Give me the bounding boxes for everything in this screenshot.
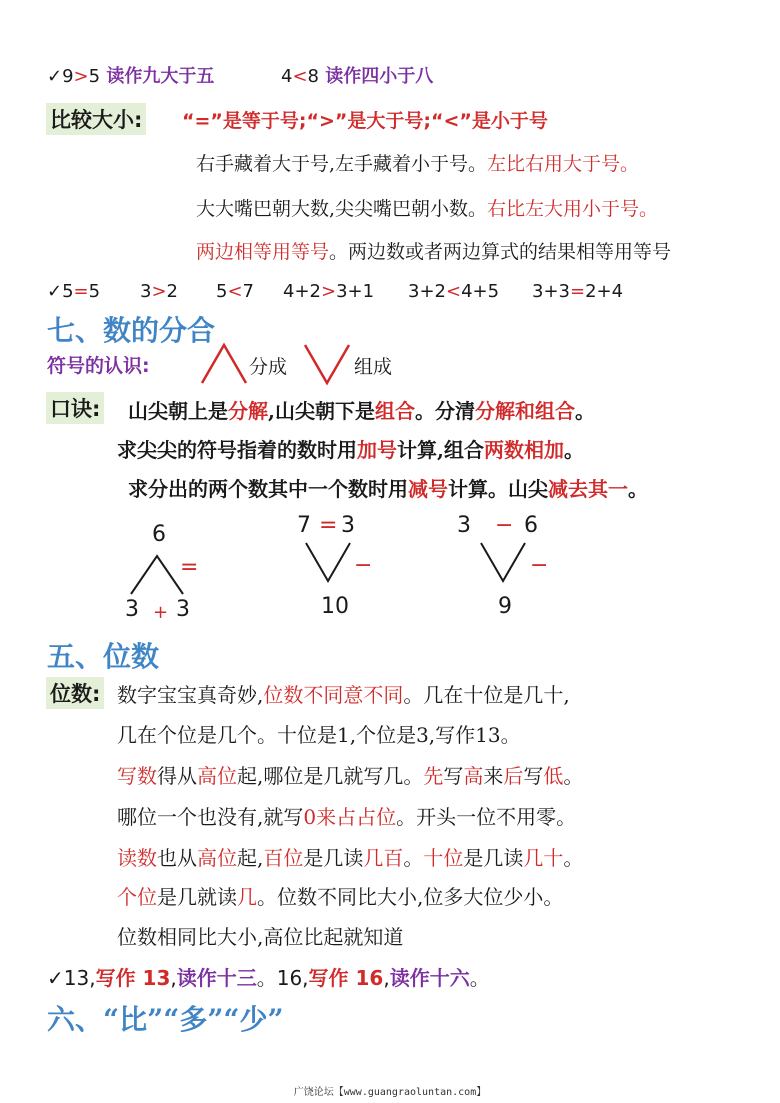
- section-5-heading: 五、位数: [47, 640, 160, 673]
- diagram1-side-op: =: [180, 555, 199, 580]
- rhyme-line-2: 求尖尖的符号指着的数时用加号计算,组合两数相加。: [117, 438, 584, 462]
- diagram1-bottom-op: +: [153, 602, 169, 623]
- digits-line-6: 个位是几就读几。位数不同比大小,位多大位少小。: [117, 885, 564, 909]
- digits-line-2: 几在个位是几个。十位是1,个位是3,写作13。: [117, 723, 521, 747]
- diagram3-right: 6: [524, 513, 538, 538]
- diagram1-left: 3: [125, 597, 139, 622]
- diagram3-mid-op: −: [495, 513, 514, 538]
- compare-example-2: 3>2: [140, 281, 178, 302]
- diagram3-bottom: 9: [498, 594, 512, 619]
- compare-example-3: 5<7: [216, 281, 254, 302]
- diagram2-mid-op: =: [319, 513, 338, 538]
- digits-label: 位数:: [46, 677, 104, 709]
- diagram2-bottom: 10: [321, 594, 349, 619]
- split-label: 分成: [249, 356, 288, 378]
- digits-example: ✓13,写作 13,读作十三。16,写作 16,读作十六。: [47, 966, 490, 990]
- section-6-heading: 六、“比”“多”“少”: [47, 1003, 284, 1036]
- digits-line-5: 读数也从高位起,百位是几读几百。十位是几读几十。: [117, 846, 584, 870]
- compare-label: 比较大小:: [46, 103, 146, 135]
- diagram2-side-op: −: [354, 553, 373, 578]
- compare-rule-3: 两边相等用等号。两边数或者两边算式的结果相等用等号: [196, 241, 672, 263]
- diagram1-split-lines: [128, 554, 186, 596]
- compare-example-5: 3+2<4+5: [408, 281, 500, 302]
- digits-line-3: 写数得从高位起,哪位是几就写几。先写高来后写低。: [117, 764, 584, 788]
- compare-rule-2: 大大嘴巴朝大数,尖尖嘴巴朝小数。右比左大用小于号。: [196, 198, 659, 220]
- compare-example-4: 4+2>3+1: [283, 281, 375, 302]
- diagram3-side-op: −: [530, 553, 549, 578]
- combine-label: 组成: [354, 356, 393, 378]
- digits-line-4: 哪位一个也没有,就写0来占占位。开头一位不用零。: [117, 805, 577, 829]
- diagram3-left: 3: [457, 513, 471, 538]
- digits-line-7: 位数相同比大小,高位比起就知道: [117, 925, 404, 949]
- compare-rule-1: 右手藏着大于号,左手藏着小于号。左比右用大于号。: [196, 153, 640, 175]
- diagram2-left: 7: [297, 513, 311, 538]
- section-7-heading: 七、数的分合: [47, 314, 216, 347]
- footer: 广饶论坛【www.guangraoluntan.com】: [293, 1087, 487, 1098]
- split-symbol-icon: [200, 343, 250, 385]
- check-icon: ✓: [47, 66, 63, 87]
- symbol-label: 符号的认识:: [47, 355, 150, 377]
- diagram1-right: 3: [176, 597, 190, 622]
- combine-symbol-icon: [303, 343, 353, 385]
- digits-line-1: 数字宝宝真奇妙,位数不同意不同。几在十位是几十,: [117, 683, 570, 707]
- diagram3-combine-lines: [478, 541, 528, 583]
- rhyme-line-3: 求分出的两个数其中一个数时用减号计算。山尖减去其一。: [128, 477, 648, 501]
- rhyme-line-1: 山尖朝上是分解,山尖朝下是组合。分清分解和组合。: [128, 399, 595, 423]
- compare-example-6: 3+3=2+4: [532, 281, 624, 302]
- diagram2-right: 3: [341, 513, 355, 538]
- top-compare-line-right: 4<8 读作四小于八: [281, 66, 434, 87]
- compare-definition: “=”是等于号;“>”是大于号;“<”是小于号: [182, 110, 548, 132]
- diagram2-combine-lines: [303, 541, 353, 583]
- diagram1-top: 6: [152, 522, 166, 547]
- top-compare-line-left: ✓9>5 读作九大于五: [47, 66, 215, 87]
- compare-example-1: ✓5=5: [47, 281, 101, 302]
- rhyme-label: 口诀:: [46, 392, 104, 424]
